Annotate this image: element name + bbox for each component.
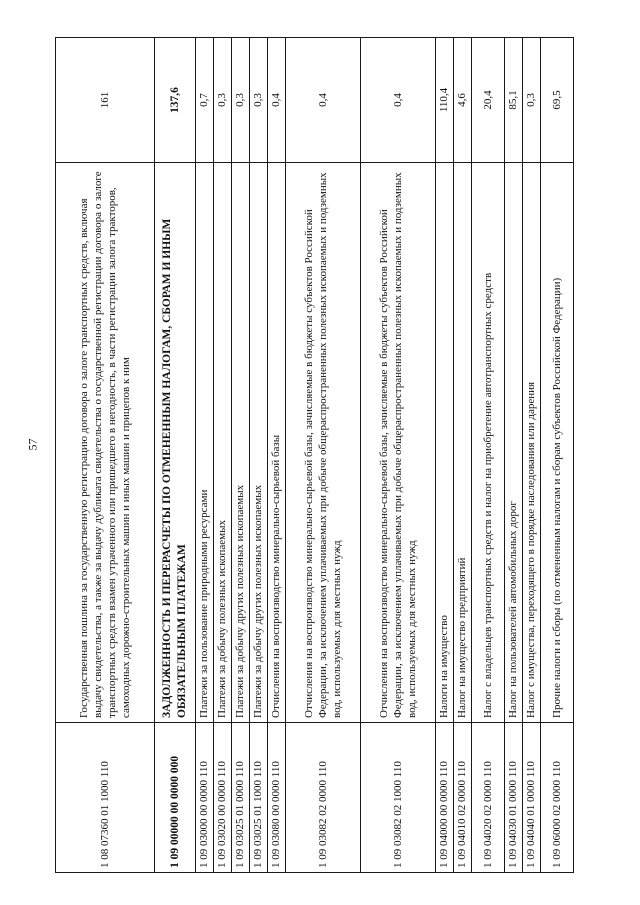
code-cell: 1 09 03025 01 1000 110: [250, 723, 268, 873]
value-cell: 4,6: [454, 38, 472, 163]
table-row: [155, 38, 196, 873]
value-cell: 0,4: [268, 38, 286, 163]
name-cell: Налог с имущества, переходящего в порядке наследования или дарения: [523, 163, 541, 723]
value-cell: 85,1: [505, 38, 523, 163]
value-cell: 20,4: [472, 38, 505, 163]
name-cell: Налоги на имущество: [436, 163, 454, 723]
page-number: 57: [25, 438, 40, 451]
code-cell: 1 09 06000 02 0000 110: [541, 723, 574, 873]
name-cell: ЗАДОЛЖЕННОСТЬ И ПЕРЕРАСЧЕТЫ ПО ОТМЕНЕННЫМ НАЛОГАМ, СБОРАМ И ИНЫМ ОБЯЗАТЕЛЬНЫМ ПЛАТЕЖАМ: [155, 163, 196, 723]
table-row: [436, 38, 454, 873]
name-cell: Государственная пошлина за государственную регистрацию договора о залоге транспортных средств, включая выдачу свидетельства, а также за выдачу дубликата свидетельства о государственной регистрации договора о залоге транспортных средств взамен утраченного или пришедшего в негодность, в части регистрации залога тракторов, самоходных дорожно-строительных машин и иных машин и прицепов к ним: [56, 163, 155, 723]
name-cell: Отчисления на воспроизводство минерально-сырьевой базы: [268, 163, 286, 723]
code-cell: 1 09 04010 02 0000 110: [454, 723, 472, 873]
name-cell: Налог на пользователей автомобильных дорог: [505, 163, 523, 723]
table-row: [472, 38, 505, 873]
code-cell: 1 09 03082 02 0000 110: [286, 723, 361, 873]
table-row: [454, 38, 472, 873]
code-cell: 1 09 03020 00 0000 110: [214, 723, 232, 873]
name-cell: Налог на имущество предприятий: [454, 163, 472, 723]
value-cell: 137,6: [155, 38, 196, 163]
value-cell: 69,5: [541, 38, 574, 163]
code-cell: 1 09 03082 02 1000 110: [361, 723, 436, 873]
name-cell: Платежи за добычу полезных ископаемых: [214, 163, 232, 723]
code-cell: 1 09 04000 00 0000 110: [436, 723, 454, 873]
code-cell: 1 09 04020 02 0000 110: [472, 723, 505, 873]
value-cell: 0,3: [214, 38, 232, 163]
value-cell: 0,3: [250, 38, 268, 163]
name-cell: Отчисления на воспроизводство минерально-сырьевой базы, зачисляемые в бюджеты субъектов Российской Федерации, за исключением уплачиваемых при добыче общераспространенных полезных ископаемых и подземных вод, используемых для местных нужд: [361, 163, 436, 723]
table-row: [541, 38, 574, 873]
table-row: [361, 38, 436, 873]
code-cell: 1 09 00000 00 0000 000: [155, 723, 196, 873]
value-cell: 0,3: [523, 38, 541, 163]
name-cell: Отчисления на воспроизводство минерально-сырьевой базы, зачисляемые в бюджеты субъектов Российской Федерации, за исключением уплачиваемых при добыче общераспространенных полезных ископаемых и подземных вод, используемых для местных нужд: [286, 163, 361, 723]
code-cell: 1 09 04030 01 0000 110: [505, 723, 523, 873]
name-cell: Налог с владельцев транспортных средств и налог на приобретение автотранспортных средств: [472, 163, 505, 723]
rotated-table-wrapper: [55, 0, 563, 873]
name-cell: Платежи за добычу других полезных ископаемых: [232, 163, 250, 723]
table-row: [196, 38, 214, 873]
name-cell: Прочие налоги и сборы (по отмененным налогам и сборам субъектов Российской Федерации): [541, 163, 574, 723]
value-cell: 161: [56, 38, 155, 163]
name-cell: Платежи за пользование природными ресурсами: [196, 163, 214, 723]
table-row: [56, 38, 155, 873]
code-cell: 1 09 03080 00 0000 110: [268, 723, 286, 873]
code-cell: 1 09 03000 00 0000 110: [196, 723, 214, 873]
value-cell: 110,4: [436, 38, 454, 163]
table-row: [250, 38, 268, 873]
name-cell: Платежи за добычу других полезных ископаемых: [250, 163, 268, 723]
table-body: [56, 38, 574, 873]
table-row: [523, 38, 541, 873]
value-cell: 0,4: [361, 38, 436, 163]
table-row: [286, 38, 361, 873]
value-cell: 0,7: [196, 38, 214, 163]
table-row: [232, 38, 250, 873]
code-cell: 1 08 07360 01 1000 110: [56, 723, 155, 873]
value-cell: 0,3: [232, 38, 250, 163]
code-cell: 1 09 03025 01 0000 110: [232, 723, 250, 873]
code-cell: 1 09 04040 01 0000 110: [523, 723, 541, 873]
value-cell: 0,4: [286, 38, 361, 163]
table-row: [214, 38, 232, 873]
table-row: [505, 38, 523, 873]
table-row: [268, 38, 286, 873]
budget-revenue-table: [55, 37, 574, 873]
